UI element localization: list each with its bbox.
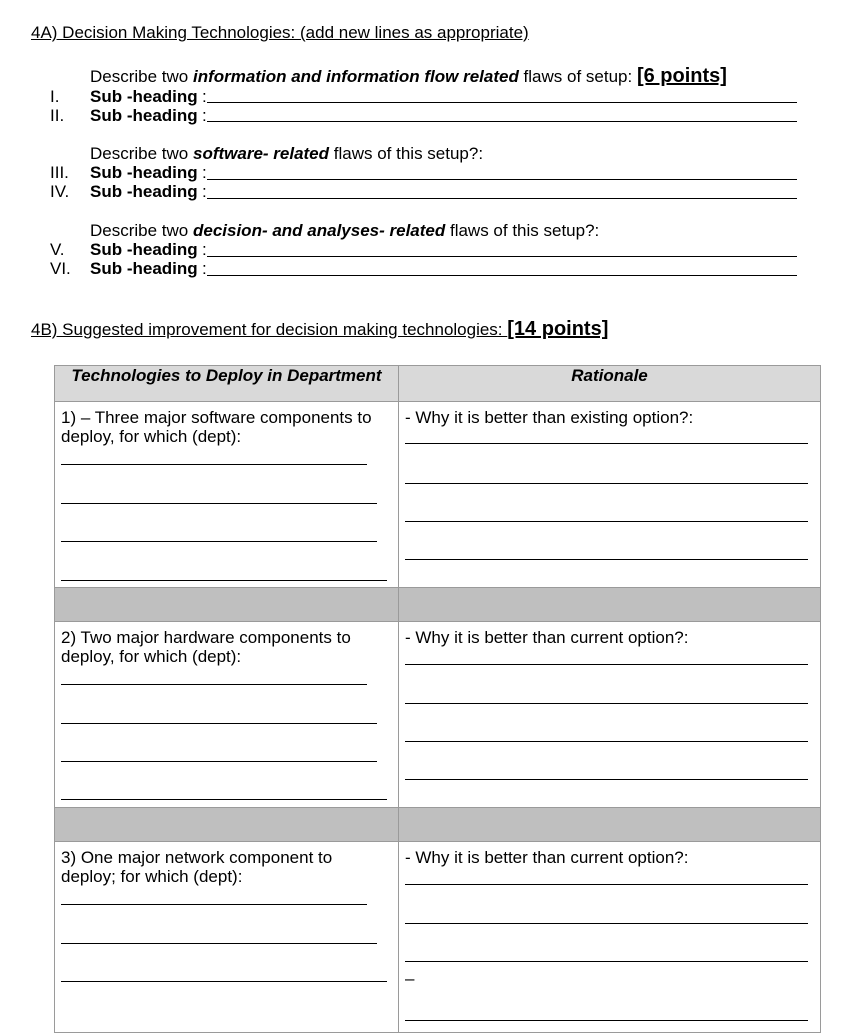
answer-line[interactable] bbox=[61, 904, 367, 905]
answer-line[interactable] bbox=[61, 981, 387, 982]
roman-numeral: V. bbox=[50, 240, 65, 259]
answer-line[interactable] bbox=[405, 923, 808, 924]
subheading-input-line[interactable] bbox=[207, 256, 797, 257]
group-2-prompt: Describe two software- related flaws of this setup?: bbox=[90, 144, 484, 163]
subheading-label: Sub -heading bbox=[90, 106, 198, 125]
answer-line[interactable] bbox=[61, 761, 377, 762]
subheading-label: Sub -heading bbox=[90, 240, 198, 259]
answer-line[interactable] bbox=[61, 580, 387, 581]
answer-line[interactable] bbox=[405, 884, 808, 885]
subheading-input-line[interactable] bbox=[207, 121, 797, 122]
answer-line[interactable] bbox=[405, 703, 808, 704]
table-row bbox=[55, 622, 821, 808]
answer-line[interactable] bbox=[405, 559, 808, 560]
subheading-input-line[interactable] bbox=[207, 179, 797, 180]
answer-line[interactable] bbox=[61, 541, 377, 542]
row-2-rationale: - Why it is better than current option?: bbox=[405, 628, 689, 647]
answer-line[interactable] bbox=[61, 799, 387, 800]
deployment-table bbox=[54, 365, 821, 1033]
subheading-label: Sub -heading bbox=[90, 163, 198, 182]
points-badge: [14 points] bbox=[507, 318, 609, 340]
answer-line[interactable] bbox=[405, 664, 808, 665]
group-1-prompt: Describe two information and information flow related flaws of setup: [6 points] bbox=[90, 65, 727, 87]
row-1-rationale: - Why it is better than existing option?: bbox=[405, 408, 694, 427]
answer-line[interactable] bbox=[405, 779, 808, 780]
section-4a-title: 4A) Decision Making Technologies: (add new lines as appropriate) bbox=[31, 23, 529, 42]
answer-line[interactable] bbox=[61, 943, 377, 944]
answer-line[interactable] bbox=[61, 684, 367, 685]
table-row bbox=[55, 402, 821, 588]
roman-numeral: VI. bbox=[50, 259, 71, 278]
points-badge: [6 points] bbox=[636, 65, 727, 87]
roman-numeral: II. bbox=[50, 106, 65, 125]
answer-line[interactable] bbox=[405, 483, 808, 484]
section-4b-title: 4B) Suggested improvement for decision making technologies: [14 points] bbox=[31, 318, 609, 340]
subheading-label: Sub -heading bbox=[90, 87, 198, 106]
roman-numeral: I. bbox=[50, 87, 60, 106]
subheading-input-line[interactable] bbox=[207, 102, 797, 103]
answer-line[interactable] bbox=[61, 464, 367, 465]
table-header-technologies: Technologies to Deploy in Department bbox=[55, 366, 399, 402]
answer-line[interactable] bbox=[405, 521, 808, 522]
answer-line[interactable] bbox=[405, 741, 808, 742]
answer-line[interactable] bbox=[405, 961, 808, 962]
row-3-rationale: - Why it is better than current option?: bbox=[405, 848, 689, 867]
table-row bbox=[55, 842, 821, 1033]
answer-line[interactable] bbox=[405, 443, 808, 444]
answer-line[interactable] bbox=[405, 1020, 808, 1021]
subheading-label: Sub -heading bbox=[90, 182, 198, 201]
stray-dash: – bbox=[405, 969, 415, 988]
subheading-input-line[interactable] bbox=[207, 275, 797, 276]
row-2-prompt: 2) Two major hardware components to deploy, for which (dept): bbox=[61, 628, 351, 666]
roman-numeral: IV. bbox=[50, 182, 70, 201]
row-3-prompt: 3) One major network component to deploy; for which (dept): bbox=[61, 848, 333, 886]
answer-line[interactable] bbox=[61, 723, 377, 724]
roman-numeral: III. bbox=[50, 163, 69, 182]
group-3-prompt: Describe two decision- and analyses- related flaws of this setup?: bbox=[90, 221, 600, 240]
table-header-rationale: Rationale bbox=[399, 366, 821, 402]
subheading-input-line[interactable] bbox=[207, 198, 797, 199]
subheading-label: Sub -heading bbox=[90, 259, 198, 278]
answer-line[interactable] bbox=[61, 503, 377, 504]
row-1-prompt: 1) – Three major software components to deploy, for which (dept): bbox=[61, 408, 372, 446]
